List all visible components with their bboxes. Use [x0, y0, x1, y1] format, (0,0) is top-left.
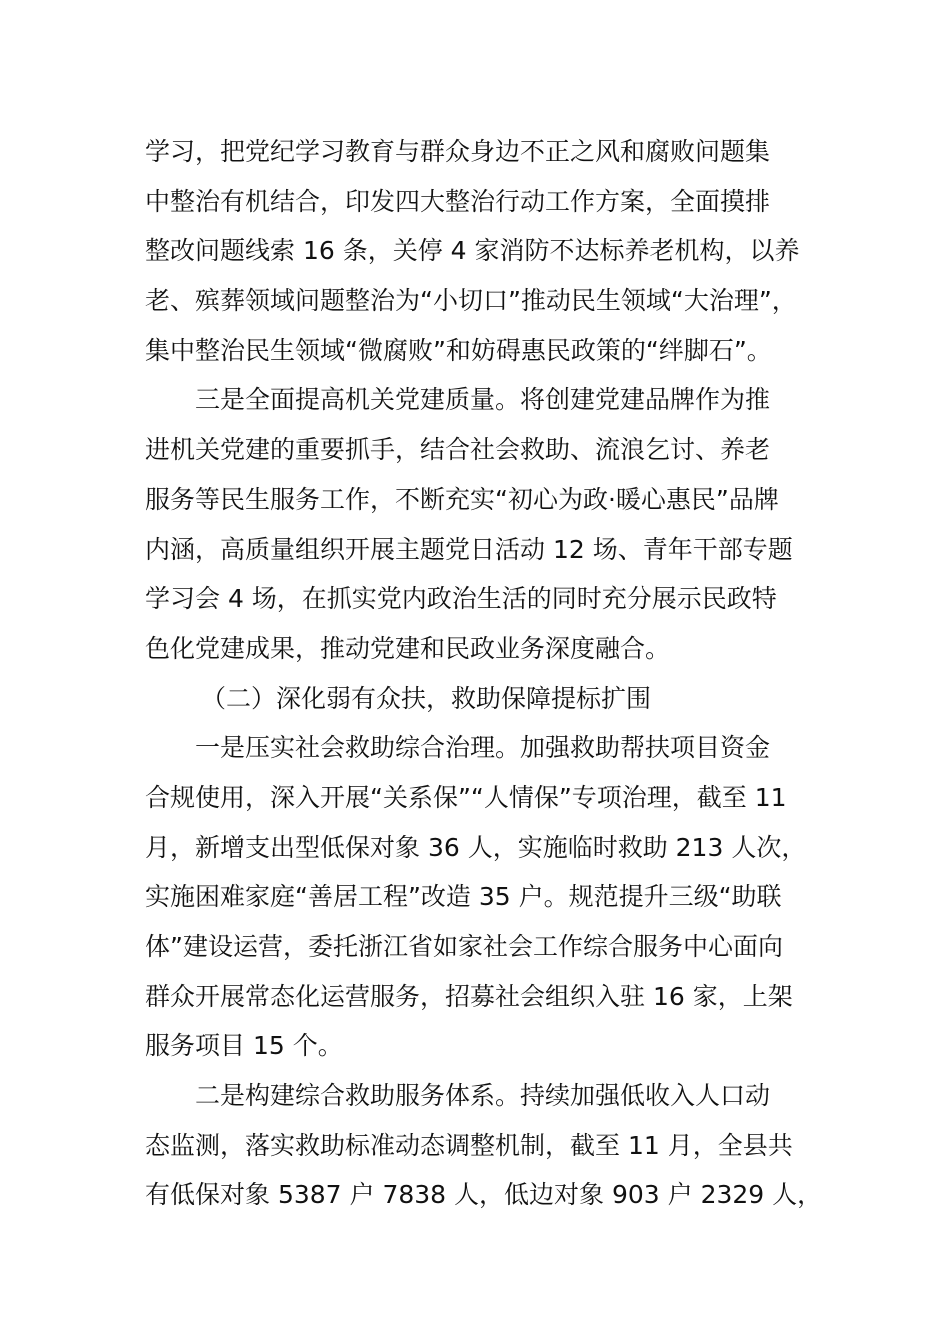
text-line: 中整治有机结合，印发四大整治行动工作方案，全面摸排: [145, 186, 771, 216]
text-line: 服务等民生服务工作，不断充实“初心为政·暖心惠民”品牌: [145, 484, 779, 514]
text-line: 色化党建成果，推动党建和民政业务深度融合。: [145, 633, 671, 663]
text-line: 态监测，落实救助标准动态调整机制，截至 11 月，全县共: [145, 1130, 793, 1160]
text-line: 进机关党建的重要抓手，结合社会救助、流浪乞讨、养老: [145, 435, 771, 465]
text-line: 月，新增支出型低保对象 36 人，实施临时救助 213 人次，: [145, 832, 807, 862]
text-line: 学习，把党纪学习教育与群众身边不正之风和腐败问题集: [145, 137, 771, 166]
text-line: 内涵，高质量组织开展主题党日活动 12 场、青年干部专题: [145, 534, 793, 564]
text-line: 合规使用，深入开展“关系保”“人情保”专项治理，截至 11: [145, 782, 787, 812]
text-line: 实施困难家庭“善居工程”改造 35 户。规范提升三级“助联: [145, 882, 782, 912]
text-line: 集中整治民生领域“微腐败”和妨碍惠民政策的“绊脚石”。: [145, 335, 772, 365]
text-line: 体”建设运营，委托浙江省如家社会工作综合服务中心面向: [145, 932, 783, 961]
text-line: 服务项目 15 个。: [145, 1031, 343, 1061]
text-line: 一是压实社会救助综合治理。加强救助帮扶项目资金: [195, 733, 771, 763]
text-line: 有低保对象 5387 户 7838 人，低边对象 903 户 2329 人，: [145, 1180, 823, 1210]
text-line: 老、殡葬领域问题整治为“小切口”推动民生领域“大治理”，: [145, 286, 797, 316]
section-heading: （二）深化弱有众扶，救助保障提标扩围: [201, 683, 652, 713]
text-line: 整改问题线索 16 条，关停 4 家消防不达标养老机构，以养: [145, 236, 800, 266]
text-line: 二是构建综合救助服务体系。持续加强低收入人口动: [195, 1081, 771, 1111]
text-line: 群众开展常态化运营服务，招募社会组织入驻 16 家，上架: [145, 981, 793, 1011]
text-line: 三是全面提高机关党建质量。将创建党建品牌作为推: [195, 385, 771, 415]
text-line: 学习会 4 场，在抓实党内政治生活的同时充分展示民政特: [145, 584, 777, 614]
document-body: [145, 127, 835, 1220]
